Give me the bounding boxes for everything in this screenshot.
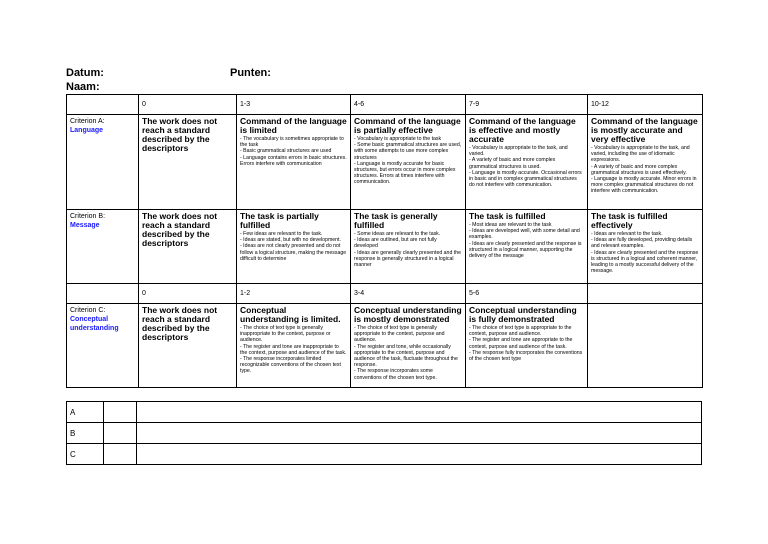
- descriptor-body: - Vocabulary is appropriate to the task, and varied, including the use of idiomatic expressions. - A variety of basic and more complex grammatical structures is used effectively. - Language is mostly accurate. Minor errors in more complex grammatical structures do not interfere with communication.: [591, 145, 697, 195]
- descriptor-cell: [237, 210, 351, 284]
- criterion-name: Conceptual understanding: [70, 316, 119, 332]
- score-row-label: C: [67, 444, 104, 465]
- score-row-label: B: [67, 423, 104, 444]
- rubric-table: [66, 94, 703, 388]
- scale-row-ab: [67, 95, 703, 115]
- descriptor-title: The task is fulfilled effectively: [591, 211, 668, 230]
- descriptor-title: Conceptual understanding is mostly demonstrated: [354, 305, 462, 324]
- scale-cell: 1-2: [237, 284, 351, 304]
- score-row-c: [67, 444, 702, 465]
- descriptor-cell: [466, 210, 588, 284]
- criterion-name: Language: [70, 127, 104, 134]
- descriptor-title: Command of the language is partially effective: [354, 116, 461, 135]
- score-cell[interactable]: [104, 423, 137, 444]
- descriptor-cell: [588, 115, 703, 210]
- score-cell[interactable]: [104, 402, 137, 423]
- score-row-b: [67, 423, 702, 444]
- criterion-prefix: Criterion A:: [70, 118, 105, 125]
- descriptor-body: - Few ideas are relevant to the task. - Ideas are stated, but with no development. - Ideas are not clearly presented and do not follow a logical structure, making the message difficult to determine: [240, 231, 347, 262]
- scale-cell: 10-12: [588, 95, 703, 115]
- descriptor-body: - Ideas are relevant to the task. - Ideas are fully developed, providing details and relevant examples. - Ideas are clearly presented and the response is structured in a logical and coherent manner, leading to a mostly successful delivery of the message.: [591, 231, 699, 275]
- descriptor-cell: [237, 115, 351, 210]
- descriptor-cell: [588, 304, 703, 388]
- criterion-a-label: [67, 115, 139, 210]
- descriptor-cell: [466, 304, 588, 388]
- descriptor-title: The task is fulfilled: [469, 211, 546, 221]
- criterion-prefix: Criterion C:: [70, 307, 106, 314]
- criterion-b-label: [67, 210, 139, 284]
- criterion-row-c: [67, 304, 703, 388]
- descriptor-cell: [351, 115, 466, 210]
- descriptor-body: - The choice of text type is generally inappropriate to the context, purpose or audience. - The register and tone are inappropriate to the context, purpose and audience of the task. - The response incorporates limited recognizable conventions of the chosen text type.: [240, 325, 347, 375]
- punten-label: Punten:: [230, 67, 271, 79]
- comment-cell[interactable]: [137, 444, 702, 465]
- scale-cell: 3-4: [351, 284, 466, 304]
- scale-cell: 0: [139, 284, 237, 304]
- descriptor-title: The task is partially fulfilled: [240, 211, 319, 230]
- scale-cell: 5-6: [466, 284, 588, 304]
- descriptor-title: The task is generally fulfilled: [354, 211, 438, 230]
- score-row-a: [67, 402, 702, 423]
- descriptor-body: - The choice of text type is appropriate to the context, purpose and audience. - The register and tone are appropriate to the context, purpose and audience of the task. - The response fully incorporates the conventions of the chosen text type: [469, 325, 583, 363]
- descriptor-cell: [139, 210, 237, 284]
- descriptor-title: Conceptual understanding is limited.: [240, 305, 341, 324]
- comment-cell[interactable]: [137, 423, 702, 444]
- descriptor-title: Conceptual understanding is fully demonstrated: [469, 305, 577, 324]
- descriptor-body: - Some ideas are relevant to the task. - Ideas are outlined, but are not fully developed - Ideas are generally clearly presented and the response is generally structured in a logical manner: [354, 231, 461, 269]
- criterion-prefix: Criterion B:: [70, 213, 106, 220]
- descriptor-cell: [139, 115, 237, 210]
- scale-cell: [588, 284, 703, 304]
- descriptor-cell: [237, 304, 351, 388]
- score-cell[interactable]: [104, 444, 137, 465]
- descriptor-body: - The vocabulary is sometimes appropriate to the task - Basic grammatical structures are used - Language contains errors in basic structures. Errors interfere with communication: [240, 136, 347, 167]
- descriptor-body: - Most ideas are relevant to the task - Ideas are developed well, with some detail and examples. - Ideas are clearly presented and the response is structured in a logical manner, supporting the delivery of the message: [469, 222, 582, 260]
- criterion-row-b: [67, 210, 703, 284]
- descriptor-title: The work does not reach a standard described by the descriptors: [142, 116, 218, 153]
- naam-label: Naam:: [66, 81, 100, 93]
- scale-cell: 0: [139, 95, 237, 115]
- scale-cell: 7-9: [466, 95, 588, 115]
- scale-cell-empty: [67, 284, 139, 304]
- descriptor-title: The work does not reach a standard described by the descriptors: [142, 305, 218, 342]
- descriptor-cell: [466, 115, 588, 210]
- descriptor-cell: [139, 304, 237, 388]
- descriptor-title: Command of the language is effective and mostly accurate: [469, 116, 576, 144]
- scale-cell-empty: [67, 95, 139, 115]
- descriptor-title: Command of the language is limited: [240, 116, 347, 135]
- criterion-name: Message: [70, 222, 100, 229]
- descriptor-body: - Vocabulary is appropriate to the task - Some basic grammatical structures are used, with some attempts to use more complex structures - Language is mostly accurate for basic structures, but errors occur in more complex structures. Errors at times interfere with communication.: [354, 136, 462, 186]
- descriptor-title: The work does not reach a standard described by the descriptors: [142, 211, 218, 248]
- scale-cell: 1-3: [237, 95, 351, 115]
- descriptor-cell: [351, 210, 466, 284]
- descriptor-title: Command of the language is mostly accurate and very effective: [591, 116, 698, 144]
- datum-label: Datum:: [66, 67, 104, 79]
- score-table: [66, 401, 702, 465]
- score-row-label: A: [67, 402, 104, 423]
- descriptor-body: - The choice of text type is generally appropriate to the context, purpose and audience. - The register and tone, while occasionally appropriate to the context, purpose and audience of the task, fluctuate throughout the response. - The response incorporates some conventions of the chosen text type.: [354, 325, 458, 381]
- comment-cell[interactable]: [137, 402, 702, 423]
- criterion-c-label: [67, 304, 139, 388]
- criterion-row-a: [67, 115, 703, 210]
- descriptor-body: - Vocabulary is appropriate to the task, and varied. - A variety of basic and more complex grammatical structures is used. - Language is mostly accurate. Occasional errors in basic and in complex grammatical structures do not interfere with communication.: [469, 145, 582, 189]
- descriptor-cell: [588, 210, 703, 284]
- scale-cell: 4-6: [351, 95, 466, 115]
- descriptor-cell: [351, 304, 466, 388]
- scale-row-c: [67, 284, 703, 304]
